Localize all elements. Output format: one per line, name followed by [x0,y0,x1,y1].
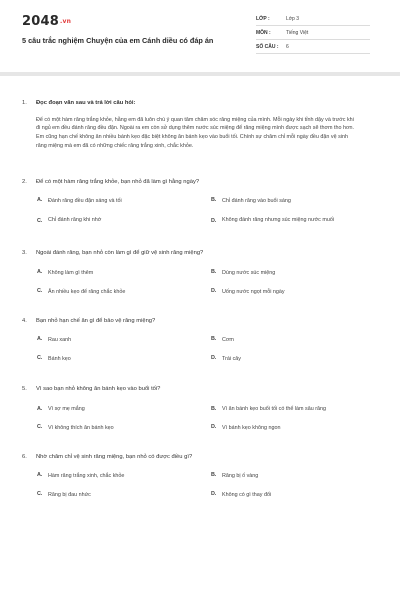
option-text: Chỉ đánh răng khi nhớ [48,217,102,224]
meta-value: Lớp 3 [286,15,300,22]
option-d[interactable] [211,288,371,297]
option-c[interactable] [37,491,211,500]
question-text: Ngoài đánh răng, bạn nhỏ còn làm gì để giữ vệ sinh răng miệng? [36,250,204,257]
header-left [22,12,242,70]
option-text: Vì không thích ăn bánh kẹo [48,424,114,431]
option-b[interactable] [211,472,371,481]
answer-options [37,336,368,364]
option-letter: C. [37,423,43,430]
answer-options [37,405,368,433]
meta-row-grade [256,12,370,26]
header [22,12,378,70]
question-text: Vì sao bạn nhỏ không ăn bánh kẹo vào buổi tối? [36,386,161,393]
option-b[interactable] [211,336,371,345]
option-letter: C. [37,287,43,294]
option-text: Vì bánh kẹo không ngon [222,424,281,431]
question-number: 1. [22,100,27,106]
page-title: 5 câu trắc nghiệm Chuyện của em Cánh diều có đáp án [22,36,214,45]
option-letter: A. [37,406,43,413]
meta-key: SỐ CÂU : [256,43,279,50]
option-letter: B. [211,336,217,343]
option-letter: C. [37,491,43,498]
option-d[interactable] [211,216,371,225]
option-text: Không có gì thay đổi [222,492,272,499]
option-text: Đánh răng đều đặn sáng và tối [48,198,122,205]
question-2 [22,179,368,226]
option-letter: D. [211,423,217,430]
option-c[interactable] [37,216,211,225]
option-a[interactable] [37,336,211,345]
option-a[interactable] [37,269,211,278]
meta-key: LỚP : [256,15,270,22]
meta-row-count [256,40,370,54]
option-letter: B. [211,197,217,204]
option-c[interactable] [37,424,211,433]
option-letter: D. [211,287,217,294]
option-letter: B. [211,268,217,275]
header-divider [0,72,400,76]
option-d[interactable] [211,424,371,433]
option-a[interactable] [37,405,211,414]
option-letter: A. [37,336,43,343]
option-text: Răng bị ố vàng [222,473,259,480]
logo-suffix: .vn [59,18,72,25]
site-logo[interactable] [22,14,242,29]
question-4 [22,318,368,365]
option-letter: B. [211,472,217,479]
option-d[interactable] [211,491,371,500]
option-letter: D. [211,217,217,224]
question-6 [22,454,368,501]
option-letter: A. [37,472,43,479]
option-text: Chỉ đánh răng vào buổi sáng [222,198,291,205]
question-number: 2. [22,178,27,185]
question-text: Để có một hàm răng trắng khỏe, bạn nhỏ đã làm gì hằng ngày? [36,178,200,185]
answer-options [37,269,368,297]
question-list [22,100,378,500]
logo-text: 2048 [22,14,59,29]
question-number: 6. [22,453,27,460]
option-text: Vì sợ mẹ mắng [48,405,85,412]
reading-passage: Để có một hàm răng trắng khỏe, hằng em đã luôn chú ý quan tâm chăm sóc răng miệng của mình. Mỗi ngày khi tỉnh dậy và trước khi đi ngủ em đều đánh răng đều đặn. Ngoài ra em còn sử dụng thêm nước súc miệng để răng miệng mình được sạch sẽ thơm tho hơn. Em cũng hạn chế không ăn nhiều bánh kẹo đặc biệt không ăn bánh kẹo vào buổi tối. Chính sự chăm chỉ mỗi ngày đều đặn vệ sinh răng miệng mà em đã có những chiếc răng trắng xinh, chắc khỏe. [36,116,355,149]
option-letter: A. [37,268,43,275]
option-b[interactable] [211,197,371,206]
meta-value: 6 [286,43,289,50]
option-text: Dùng nước súc miệng [222,269,276,276]
option-text: Răng bị đau nhức [48,492,91,499]
question-text: Đọc đoạn văn sau và trả lời câu hỏi: [36,100,136,106]
option-text: Không đánh răng nhưng súc miệng nước muối [222,217,335,224]
option-a[interactable] [37,472,211,481]
option-a[interactable] [37,197,211,206]
meta-value: Tiếng Việt [286,29,309,36]
question-text: Nhờ chăm chỉ vệ sinh răng miệng, bạn nhỏ có được điều gì? [36,453,193,460]
answer-options [37,472,368,500]
option-c[interactable] [37,355,211,364]
option-letter: D. [211,355,217,362]
option-text: Vì ăn bánh kẹo buổi tối có thể làm sâu răng [222,405,326,412]
option-text: Trái cây [222,356,241,363]
question-1 [22,100,368,151]
option-letter: A. [37,197,43,204]
meta-row-subject [256,26,370,40]
option-text: Không làm gì thêm [48,269,94,276]
option-b[interactable] [211,269,371,278]
answer-options [37,197,368,225]
option-text: Rau xanh [48,337,72,344]
option-letter: D. [211,491,217,498]
option-text: Ăn nhiều kẹo để răng chắc khỏe [48,288,126,295]
option-text: Hàm răng trắng xinh, chắc khỏe [48,473,125,480]
meta-key: MÔN : [256,29,271,36]
option-text: Cơm [222,337,234,344]
option-letter: C. [37,217,43,224]
question-3 [22,250,368,297]
option-b[interactable] [211,405,371,414]
question-number: 3. [22,250,27,257]
question-5 [22,386,368,433]
option-d[interactable] [211,355,371,364]
question-text: Bạn nhỏ hạn chế ăn gì để bảo vệ răng miệng? [36,317,156,324]
option-letter: C. [37,355,43,362]
option-letter: B. [211,406,217,413]
question-number: 4. [22,317,27,324]
option-c[interactable] [37,288,211,297]
option-text: Bánh kẹo [48,356,71,363]
option-text: Uống nước ngọt mỗi ngày [222,288,285,295]
question-number: 5. [22,386,27,393]
meta-table [256,12,370,70]
